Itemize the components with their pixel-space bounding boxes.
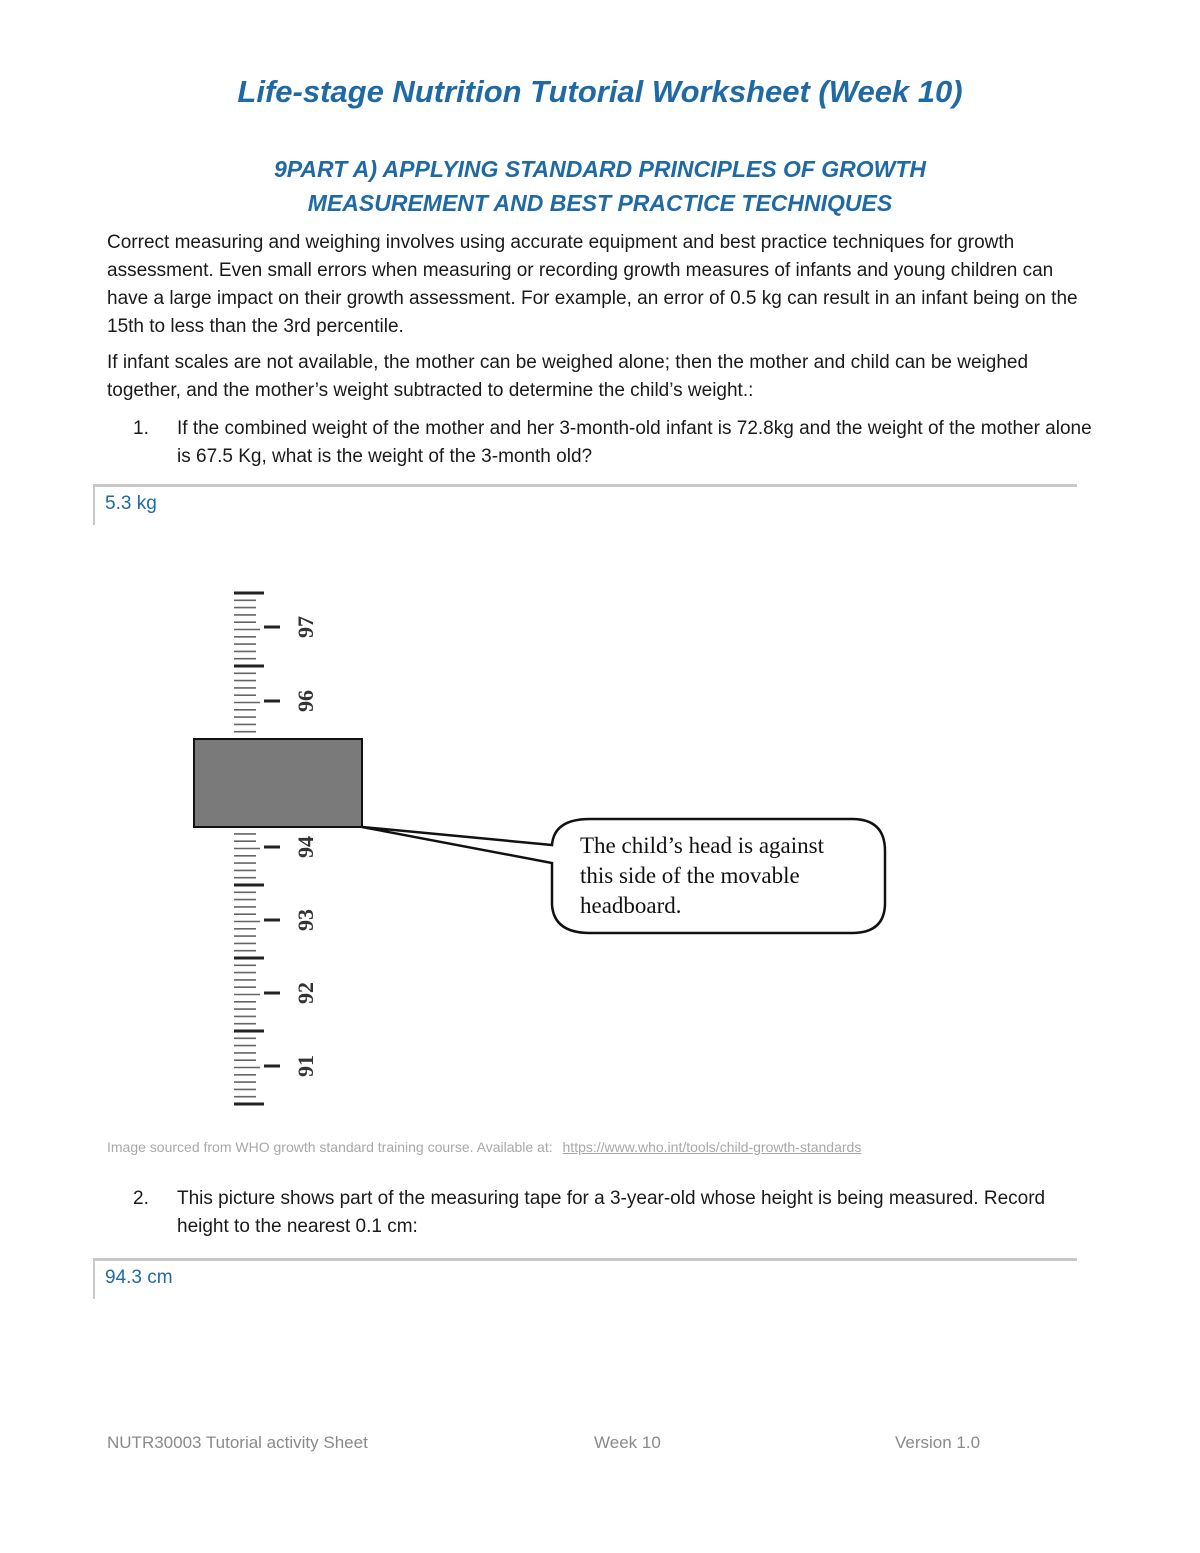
caption-text: Image sourced from WHO growth standard training course. Available at: <box>107 1139 553 1155</box>
intro-paragraph: Correct measuring and weighing involves using accurate equipment and best practice techniques for growth assessment. Even small errors when measuring or recording growth measures of infants and young children can have a large impact on their growth assessment. For example, an error of 0.5 kg can result in an infant being on the 15th to less than the 3rd percentile. <box>107 232 1078 337</box>
scales-paragraph: If infant scales are not available, the mother can be weighed alone; then the mother and child can be weighed together, and the mother’s weight subtracted to determine the child’s weight.: <box>107 352 1029 401</box>
ruler-ticks <box>234 593 280 1104</box>
tick-label-94: 94 <box>293 836 318 858</box>
answer-box-1[interactable] <box>93 484 1077 525</box>
tick-label-91: 91 <box>293 1055 318 1077</box>
question-1 <box>107 415 1097 471</box>
footer-course: NUTR30003 Tutorial activity Sheet <box>107 1433 368 1452</box>
tick-label-93: 93 <box>293 909 318 931</box>
page-title: Life-stage Nutrition Tutorial Worksheet (Week 10) <box>237 74 963 109</box>
section-heading-line-2: MEASUREMENT AND BEST PRACTICE TECHNIQUES <box>307 190 893 216</box>
answer-box-2[interactable] <box>93 1258 1077 1299</box>
answer-text[interactable]: 94.3 cm <box>105 1267 173 1288</box>
question-number: 1. <box>133 418 149 439</box>
question-text: If the combined weight of the mother and her 3-month-old infant is 72.8kg and the weight of the mother alone is 67.5 Kg, what is the weight of the 3-month old? <box>177 418 1092 467</box>
footer-version: Version 1.0 <box>895 1433 981 1452</box>
callout-line-2: this side of the movable <box>580 863 800 888</box>
question-number: 2. <box>133 1188 149 1209</box>
tick-label-97: 97 <box>293 616 318 638</box>
measuring-tape-figure <box>180 575 900 1125</box>
figure-caption <box>107 1139 861 1155</box>
section-heading <box>0 152 1200 220</box>
footer-week: Week 10 <box>594 1433 661 1452</box>
movable-headboard <box>194 739 362 827</box>
tick-label-96: 96 <box>293 690 318 712</box>
tick-label-92: 92 <box>293 982 318 1004</box>
question-text: This picture shows part of the measuring tape for a 3-year-old whose height is being measured. Record height to the nearest 0.1 cm: <box>177 1188 1046 1237</box>
callout-line-3: headboard. <box>580 893 682 918</box>
answer-text[interactable]: 5.3 kg <box>105 493 157 514</box>
callout-line-1: The child’s head is against <box>580 833 824 858</box>
question-2 <box>107 1185 1097 1241</box>
section-heading-line-1: 9PART A) APPLYING STANDARD PRINCIPLES OF GROWTH <box>273 156 927 182</box>
caption-link[interactable]: https://www.who.int/tools/child-growth-standards <box>562 1139 862 1155</box>
